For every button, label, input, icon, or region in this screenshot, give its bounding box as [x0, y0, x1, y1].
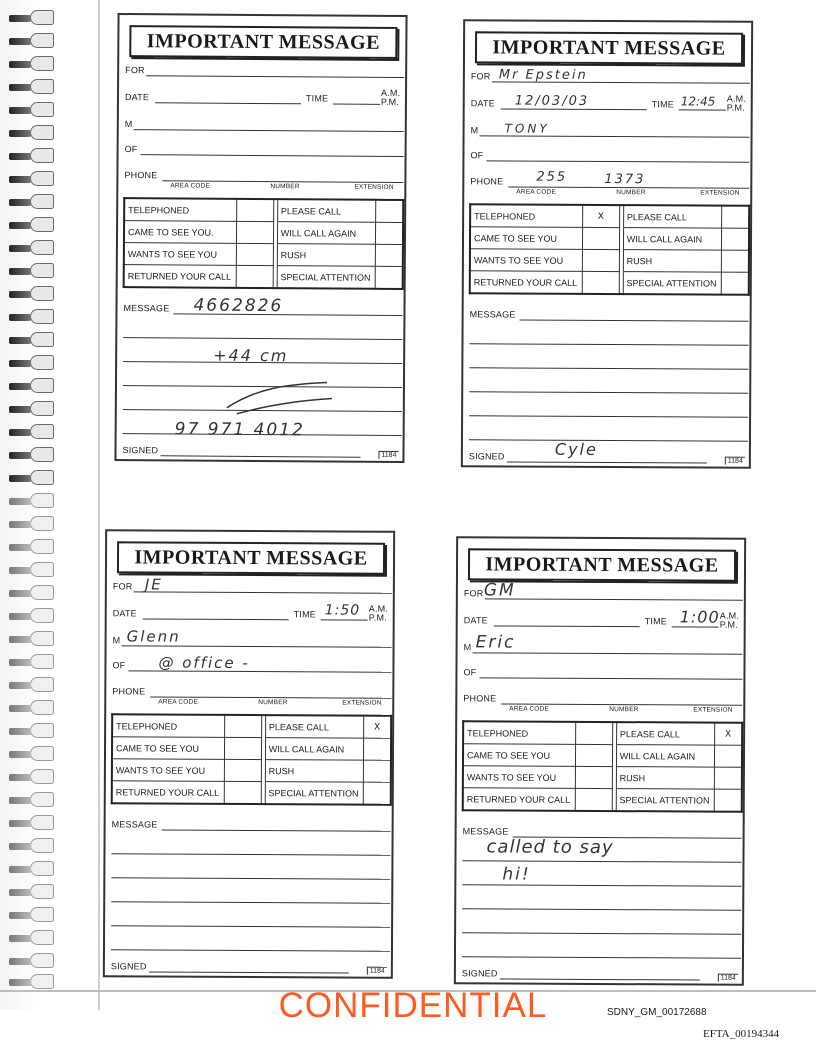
message-line [462, 932, 741, 934]
binding-ring [30, 953, 54, 968]
number-label: NUMBER [258, 699, 288, 707]
time-label: TIME [651, 99, 675, 110]
wants-to-see-label: WANTS TO SEE YOU [124, 243, 236, 266]
extension-label: EXTENSION [693, 706, 733, 714]
message-line [520, 320, 749, 322]
binding-ring [30, 424, 54, 439]
binding-ring [30, 677, 54, 692]
message-line [111, 949, 390, 951]
rush-label: RUSH [265, 760, 363, 783]
please-call-label: PLEASE CALL [616, 722, 714, 745]
will-call-again-label: WILL CALL AGAIN [277, 222, 375, 245]
m-label: M [470, 125, 479, 136]
returned-call-label: RETURNED YOUR CALL [470, 271, 582, 294]
date-handwriting: 12/03/03 [514, 93, 590, 109]
message-label: MESSAGE [469, 309, 516, 320]
telephoned-checkbox[interactable] [575, 722, 612, 745]
binding-ring [30, 171, 54, 186]
area-code-label: AREA CODE [170, 182, 211, 190]
binding-ring [30, 746, 54, 761]
special-attention-label: SPECIAL ATTENTION [623, 272, 721, 295]
date-label: DATE [463, 615, 488, 626]
message-line [469, 439, 748, 441]
binding-ring [30, 654, 54, 669]
signed-line [507, 461, 707, 463]
came-to-see-checkbox[interactable] [575, 744, 612, 766]
phone-area-handwriting: 255 [536, 169, 568, 185]
page-edge [98, 0, 100, 1010]
message-label: MESSAGE [111, 819, 158, 830]
date-line [494, 625, 640, 627]
binding-ring [30, 332, 54, 347]
call-status-grid [123, 197, 405, 290]
of-label: OF [124, 144, 138, 155]
am-label: A.M. [380, 87, 401, 98]
special-attention-checkbox[interactable] [721, 272, 749, 295]
wants-to-see-label: WANTS TO SEE YOU [470, 249, 582, 272]
came-to-see-checkbox[interactable] [582, 227, 619, 249]
binding-ring [30, 470, 54, 485]
pm-label: P.M. [368, 612, 387, 623]
phone-label: PHONE [463, 693, 497, 704]
bates-number: SDNY_GM_00172688 [607, 1007, 707, 1018]
message-handwriting: 97 971 4012 [174, 419, 305, 441]
telephoned-checkbox[interactable]: X [582, 205, 619, 228]
message-line [111, 901, 390, 903]
binding-ring [30, 539, 54, 554]
form-code: 1184 [367, 967, 387, 975]
message-handwriting: +44 cm [213, 345, 289, 366]
for-label: FOR [125, 65, 145, 76]
binding-ring [30, 769, 54, 784]
binding-ring [30, 217, 54, 232]
time-label: TIME [305, 93, 329, 104]
binding-ring [30, 401, 54, 416]
special-attention-checkbox[interactable] [714, 789, 742, 812]
please-call-label: PLEASE CALL [623, 205, 721, 228]
signed-label: SIGNED [122, 445, 159, 456]
will-call-again-checkbox[interactable] [721, 228, 749, 250]
binding-ring [30, 240, 54, 255]
will-call-again-checkbox[interactable] [375, 222, 403, 244]
rush-checkbox[interactable] [714, 767, 742, 789]
please-call-checkbox[interactable]: X [364, 716, 392, 739]
number-label: NUMBER [616, 189, 646, 197]
message-line [462, 860, 741, 862]
form-code: 1184 [725, 457, 745, 465]
signed-line [149, 971, 349, 973]
of-handwriting: @ office - [158, 653, 250, 673]
please-call-label: PLEASE CALL [277, 199, 375, 222]
binding-ring [30, 930, 54, 945]
m-line [480, 135, 750, 137]
efta-number: EFTA_00194344 [703, 1028, 780, 1040]
binding-ring [30, 700, 54, 715]
telephoned-label: TELEPHONED [124, 198, 236, 221]
extension-label: EXTENSION [700, 189, 740, 197]
signed-line [160, 455, 360, 457]
date-label: DATE [112, 608, 137, 619]
binding-ring [30, 792, 54, 807]
please-call-checkbox[interactable] [722, 206, 750, 229]
message-line [123, 337, 402, 340]
binding-ring [30, 378, 54, 393]
binding-ring [30, 79, 54, 94]
special-attention-label: SPECIAL ATTENTION [265, 782, 363, 805]
date-label: DATE [124, 92, 150, 103]
am-label: A.M. [726, 93, 747, 104]
telephoned-label: TELEPHONED [463, 721, 575, 744]
telephoned-label: TELEPHONED [112, 714, 224, 737]
binding-ring [30, 33, 54, 48]
returned-call-checkbox[interactable] [236, 265, 273, 288]
message-handwriting: hi! [502, 864, 531, 885]
for-label: FOR [112, 581, 133, 592]
will-call-again-label: WILL CALL AGAIN [265, 738, 363, 761]
message-slip-2 [461, 19, 753, 469]
call-status-grid [462, 720, 743, 812]
for-line [485, 598, 743, 600]
binding-ring [30, 355, 54, 370]
date-line [155, 102, 301, 104]
call-status-grid [469, 203, 750, 295]
m-label: M [124, 119, 133, 130]
came-to-see-checkbox[interactable] [224, 737, 261, 759]
m-handwriting: Glenn [126, 627, 181, 646]
rush-checkbox[interactable] [375, 244, 403, 266]
m-line [134, 129, 404, 132]
telephoned-label: TELEPHONED [470, 204, 582, 227]
rush-label: RUSH [623, 250, 721, 273]
for-handwriting: JE [144, 575, 163, 594]
for-line [134, 591, 392, 593]
returned-call-label: RETURNED YOUR CALL [112, 781, 224, 804]
wants-to-see-checkbox[interactable] [236, 243, 273, 265]
binding-ring [30, 723, 54, 738]
binding-ring [30, 516, 54, 531]
time-label: TIME [644, 616, 668, 627]
phone-label: PHONE [124, 170, 158, 181]
time-line [321, 619, 368, 620]
rush-checkbox[interactable] [721, 250, 749, 272]
message-line [111, 925, 390, 927]
returned-call-checkbox[interactable] [224, 781, 261, 804]
binding-ring [30, 907, 54, 922]
for-handwriting: Mr Epstein [498, 67, 588, 83]
call-status-grid [111, 713, 392, 805]
binding-ring [30, 838, 54, 853]
of-line [479, 677, 742, 679]
for-label: FOR [470, 71, 491, 82]
binding-ring [30, 815, 54, 830]
please-call-checkbox[interactable] [376, 200, 404, 223]
returned-call-checkbox[interactable] [582, 271, 619, 294]
m-label: M [463, 642, 472, 653]
time-handwriting: 1:00 [679, 607, 720, 627]
message-slip-4 [454, 536, 746, 986]
binding-ring [30, 493, 54, 508]
will-call-again-checkbox[interactable] [714, 745, 742, 767]
rush-label: RUSH [277, 244, 375, 267]
message-line [462, 956, 741, 958]
binding-ring [30, 884, 54, 899]
extension-label: EXTENSION [354, 183, 394, 191]
returned-call-checkbox[interactable] [575, 788, 612, 811]
special-attention-label: SPECIAL ATTENTION [277, 266, 375, 289]
date-line [143, 618, 289, 620]
m-line [473, 652, 743, 654]
binding-ring [30, 309, 54, 324]
area-code-label: AREA CODE [509, 705, 550, 713]
message-line [469, 415, 748, 417]
m-label: M [112, 635, 121, 646]
of-label: OF [463, 667, 477, 678]
telephoned-checkbox[interactable] [236, 199, 273, 222]
signed-line [500, 978, 700, 980]
signed-handwriting: Cyle [554, 439, 598, 459]
am-label: A.M. [719, 610, 740, 621]
special-attention-checkbox[interactable] [375, 266, 403, 289]
of-label: OF [470, 150, 484, 161]
time-handwriting: 1:50 [324, 602, 361, 619]
area-code-label: AREA CODE [516, 188, 557, 196]
wants-to-see-checkbox[interactable] [224, 759, 261, 781]
binding-ring [30, 148, 54, 163]
of-line [486, 160, 749, 162]
message-handwriting: called to say [486, 836, 614, 859]
am-label: A.M. [368, 603, 389, 614]
binding-ring [30, 585, 54, 600]
form-code: 1184 [718, 974, 738, 982]
for-handwriting: GM [483, 580, 516, 601]
binding-ring [30, 125, 54, 140]
binding-ring [30, 861, 54, 876]
signed-label: SIGNED [110, 961, 147, 972]
message-line [462, 908, 741, 910]
binding-ring [30, 102, 54, 117]
message-label: MESSAGE [123, 303, 170, 314]
memo-title: IMPORTANT MESSAGE [117, 541, 385, 574]
binding-ring [30, 447, 54, 462]
returned-call-label: RETURNED YOUR CALL [124, 265, 236, 288]
rush-label: RUSH [616, 767, 714, 790]
wants-to-see-label: WANTS TO SEE YOU [112, 759, 224, 782]
special-attention-checkbox[interactable] [363, 782, 391, 805]
date-label: DATE [470, 98, 495, 109]
pm-label: P.M. [719, 619, 738, 630]
returned-call-label: RETURNED YOUR CALL [463, 788, 575, 811]
message-line [162, 830, 391, 832]
message-line [469, 391, 748, 393]
message-label: MESSAGE [462, 826, 509, 837]
confidential-stamp: CONFIDENTIAL [278, 986, 548, 1025]
signed-label: SIGNED [461, 968, 498, 979]
will-call-again-label: WILL CALL AGAIN [623, 228, 721, 251]
number-label: NUMBER [609, 706, 639, 714]
of-line [141, 154, 404, 157]
binding-ring [30, 562, 54, 577]
time-line [333, 103, 380, 104]
phone-label: PHONE [470, 176, 504, 187]
binding-ring [30, 194, 54, 209]
memo-title: IMPORTANT MESSAGE [475, 31, 743, 64]
time-handwriting: 12:45 [680, 94, 716, 109]
message-line [469, 343, 748, 345]
came-to-see-label: CAME TO SEE YOU [463, 744, 575, 767]
wants-to-see-checkbox[interactable] [575, 766, 612, 788]
for-label: FOR [463, 588, 484, 599]
please-call-label: PLEASE CALL [265, 715, 363, 738]
phone-label: PHONE [112, 686, 146, 697]
message-line [111, 853, 390, 855]
message-line [111, 877, 390, 879]
binding-ring [30, 608, 54, 623]
binding-ring [30, 631, 54, 646]
message-slip-1 [114, 13, 407, 463]
message-line [469, 367, 748, 369]
area-code-label: AREA CODE [158, 698, 199, 706]
time-label: TIME [293, 609, 317, 620]
came-to-see-label: CAME TO SEE YOU [470, 227, 582, 250]
message-slip-3 [103, 529, 395, 979]
message-line [462, 884, 741, 886]
memo-title: IMPORTANT MESSAGE [129, 25, 397, 59]
scribble-mark [217, 378, 337, 419]
memo-title: IMPORTANT MESSAGE [468, 548, 736, 581]
binding-ring [30, 56, 54, 71]
time-line [679, 109, 726, 110]
pm-label: P.M. [380, 96, 400, 107]
phone-number-handwriting: 1373 [604, 171, 646, 188]
came-to-see-label: CAME TO SEE YOU [112, 737, 224, 760]
rush-checkbox[interactable] [363, 760, 391, 782]
binding-ring [30, 286, 54, 301]
please-call-checkbox[interactable]: X [715, 723, 743, 746]
spiral-binding [0, 0, 40, 1010]
signed-label: SIGNED [468, 451, 505, 462]
binding-ring [30, 10, 54, 25]
m-handwriting: Eric [475, 632, 516, 653]
wants-to-see-checkbox[interactable] [582, 249, 619, 271]
telephoned-checkbox[interactable] [224, 715, 261, 738]
m-handwriting: TONY [504, 121, 550, 136]
came-to-see-checkbox[interactable] [236, 221, 273, 243]
of-label: OF [112, 660, 126, 671]
will-call-again-label: WILL CALL AGAIN [616, 745, 714, 768]
came-to-see-label: CAME TO SEE YOU. [124, 221, 236, 244]
message-handwriting: 4662826 [193, 295, 284, 317]
special-attention-label: SPECIAL ATTENTION [616, 789, 714, 812]
form-code: 1184 [378, 451, 398, 459]
m-line [122, 645, 392, 647]
extension-label: EXTENSION [342, 699, 382, 707]
will-call-again-checkbox[interactable] [363, 738, 391, 760]
binding-ring [30, 263, 54, 278]
binding-ring [30, 974, 54, 989]
pm-label: P.M. [726, 102, 745, 113]
number-label: NUMBER [270, 183, 300, 191]
wants-to-see-label: WANTS TO SEE YOU [463, 766, 575, 789]
for-line [146, 75, 404, 78]
